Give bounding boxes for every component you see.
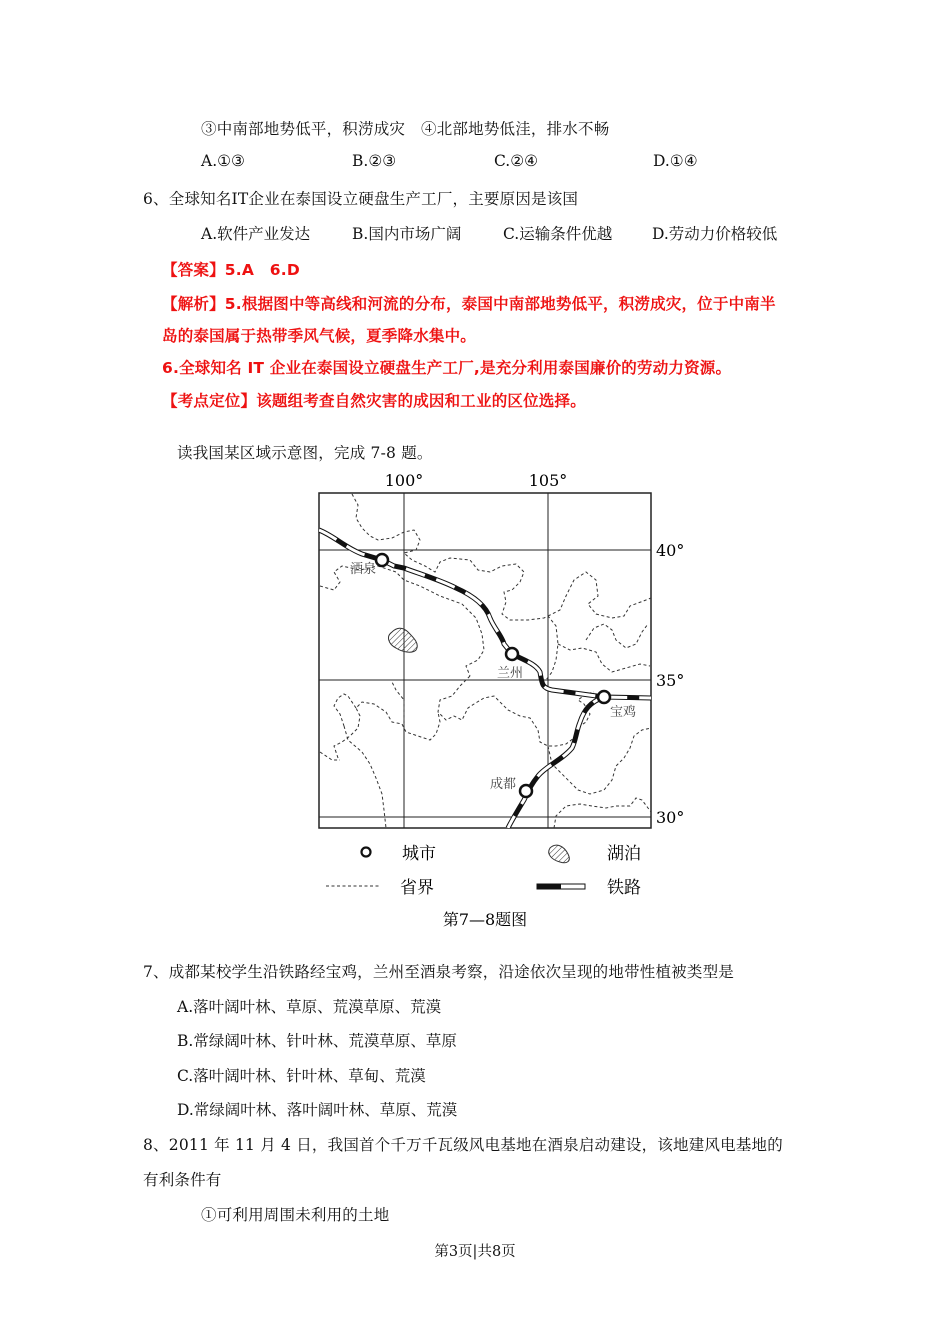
q7-option-a: A.落叶阔叶林、草原、荒漠草原、荒漠 [177, 998, 442, 1016]
lat-label-35: 35° [656, 671, 685, 690]
legend-city-label: 城市 [402, 844, 436, 864]
city-marker-jiuquan [376, 554, 388, 566]
q7-option-c: C.落叶阔叶林、针叶林、草甸、荒漠 [177, 1067, 426, 1085]
map-intro: 读我国某区域示意图，完成 7-8 题。 [177, 444, 433, 462]
legend-border-label: 省界 [400, 878, 434, 898]
city-legend-icon [362, 848, 371, 857]
city-marker-chengdu [520, 785, 532, 797]
analysis-line-1: 【解析】5.根据图中等高线和河流的分布，泰国中南部地势低平，积涝成灾，位于中南半 [162, 295, 776, 313]
keypoint-line: 【考点定位】该题组考查自然灾害的成因和工业的区位选择。 [162, 392, 586, 410]
railway-legend-icon [537, 884, 585, 889]
q7-stem: 7、成都某校学生沿铁路经宝鸡，兰州至酒泉考察，沿途依次呈现的地带性植被类型是 [143, 963, 734, 981]
city-markers [376, 554, 610, 797]
q5-option-a: A.①③ [201, 152, 245, 170]
lat-label-30: 30° [656, 808, 685, 827]
q5-option-d: D.①④ [653, 152, 698, 170]
q7-option-b: B.常绿阔叶林、针叶林、荒漠草原、草原 [177, 1032, 457, 1050]
city-label-chengdu: 成都 [490, 777, 517, 792]
city-marker-baoji [598, 691, 610, 703]
q6-option-a: A.软件产业发达 [201, 225, 311, 243]
lake-icon [389, 628, 418, 652]
q5-choice-4: ④北部地势低洼，排水不畅 [421, 120, 610, 138]
answer-line: 【答案】5.A 6.D [162, 261, 300, 279]
region-map-figure [300, 465, 700, 935]
q6-option-b: B.国内市场广阔 [352, 225, 462, 243]
q8-stem-line-2: 有利条件有 [143, 1171, 222, 1189]
map-graticule [319, 493, 651, 828]
figure-caption: 第7—8题图 [442, 910, 528, 929]
city-label-baoji: 宝鸡 [610, 705, 637, 720]
lon-label-105: 105° [528, 471, 568, 490]
q6-option-d: D.劳动力价格较低 [652, 225, 778, 243]
q6-stem: 6、全球知名IT企业在泰国设立硬盘生产工厂，主要原因是该国 [143, 190, 579, 208]
analysis-line-2: 岛的泰国属于热带季风气候，夏季降水集中。 [162, 327, 477, 345]
lat-label-40: 40° [656, 541, 685, 560]
province-borders [320, 494, 651, 828]
lon-label-100: 100° [384, 471, 424, 490]
q8-item-1: ①可利用周围未利用的土地 [201, 1206, 390, 1224]
q6-option-c: C.运输条件优越 [503, 225, 613, 243]
lake-legend-icon [549, 845, 570, 863]
q5-option-b: B.②③ [352, 152, 397, 170]
q5-option-c: C.②④ [494, 152, 539, 170]
city-label-jiuquan: 酒泉 [350, 562, 377, 577]
city-marker-lanzhou [506, 648, 518, 660]
page-footer: 第3页|共8页 [434, 1244, 516, 1260]
legend-railway-label: 铁路 [607, 878, 641, 898]
q8-stem-line-1: 8、2011 年 11 月 4 日，我国首个千万千瓦级风电基地在酒泉启动建设，该地建风电基地的 [143, 1136, 783, 1154]
legend-lake-label: 湖泊 [607, 844, 641, 864]
q7-option-d: D.常绿阔叶林、落叶阔叶林、草原、荒漠 [177, 1101, 458, 1119]
city-label-lanzhou: 兰州 [497, 666, 524, 681]
q5-choice-3: ③中南部地势低平，积涝成灾 [201, 120, 406, 138]
analysis-line-3: 6.全球知名 IT 企业在泰国设立硬盘生产工厂,是充分利用泰国廉价的劳动力资源。 [162, 359, 732, 377]
map-legend [326, 844, 641, 929]
